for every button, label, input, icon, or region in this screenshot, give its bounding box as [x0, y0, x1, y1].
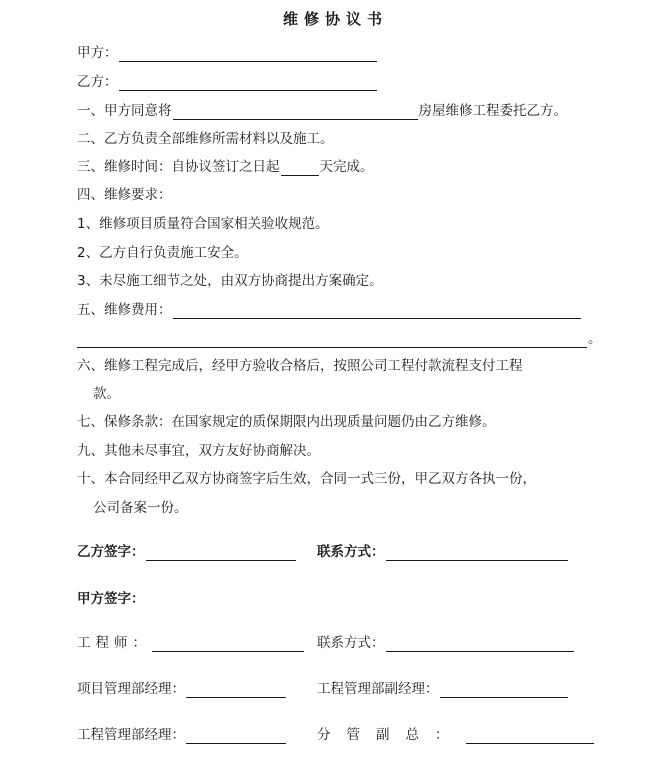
- clause-6-line-1: 六、维修工程完成后，经甲方验收合格后，按照公司工程付款流程支付工程: [77, 358, 523, 374]
- requirement-3: 3、未尽施工细节之处，由双方协商提出方案确定。: [77, 273, 383, 289]
- requirement-2: 2、乙方自行负责施工安全。: [77, 245, 248, 261]
- document-title: 维修协议书: [282, 10, 388, 28]
- eng-manager-row: [77, 726, 287, 744]
- vp-label: 分管副总：: [317, 727, 465, 743]
- clause-5-label: 五、维修费用：: [77, 302, 172, 318]
- project-manager-label: 项目管理部经理：: [77, 681, 185, 697]
- clause-2: 二、乙方负责全部维修所需材料以及施工。: [77, 131, 334, 147]
- clause-4: 四、维修要求：: [77, 187, 172, 203]
- party-b-row: [77, 73, 378, 91]
- requirement-1: 1、维修项目质量符合国家相关验收规范。: [77, 216, 329, 232]
- clause-5-continued: [77, 330, 602, 348]
- engineer-blank[interactable]: [152, 636, 304, 652]
- clause-7: 七、保修条款：在国家规定的质保期限内出现质量问题仍由乙方维修。: [77, 414, 496, 430]
- clause-1-suffix: 房屋维修工程委托乙方。: [418, 103, 567, 119]
- clause-3-suffix: 天完成。: [319, 159, 374, 175]
- party-a-label: 甲方：: [77, 45, 118, 61]
- fee-period: 。: [588, 331, 602, 347]
- project-manager-row: [77, 680, 287, 698]
- clause-9: 九、其他未尽事宜，双方友好协商解决。: [77, 443, 320, 459]
- days-blank[interactable]: [281, 160, 319, 176]
- vp-blank[interactable]: [466, 728, 594, 744]
- engineer-contact-row: [317, 634, 575, 652]
- party-a-signature-label: 甲方签字：: [77, 591, 145, 607]
- clause-3-prefix: 三、维修时间：自协议签订之日起: [77, 159, 280, 175]
- clause-1-prefix: 一、甲方同意将: [77, 103, 172, 119]
- fee-blank-1[interactable]: [173, 303, 581, 319]
- party-b-label: 乙方：: [77, 74, 118, 90]
- property-blank[interactable]: [173, 104, 418, 120]
- clause-10-line-2: 公司备案一份。: [93, 500, 188, 516]
- deputy-manager-row: [317, 680, 569, 698]
- party-b-contact-label: 联系方式：: [317, 544, 385, 560]
- party-b-contact-blank[interactable]: [386, 545, 568, 561]
- engineer-contact-blank[interactable]: [386, 636, 574, 652]
- clause-3: [77, 158, 374, 176]
- deputy-manager-label: 工程管理部副经理：: [317, 681, 439, 697]
- engineer-row: [77, 634, 305, 652]
- eng-manager-blank[interactable]: [186, 728, 286, 744]
- fee-blank-2[interactable]: [77, 332, 587, 348]
- clause-1: [77, 102, 567, 120]
- party-b-signature-label: 乙方签字：: [77, 544, 145, 560]
- party-b-contact-row: [317, 543, 569, 561]
- project-manager-blank[interactable]: [186, 682, 286, 698]
- party-b-signature-row: [77, 543, 297, 561]
- engineer-contact-label: 联系方式：: [317, 635, 385, 651]
- clause-10-line-1: 十、本合同经甲乙双方协商签字后生效，合同一式三份，甲乙双方各执一份，: [77, 471, 536, 487]
- party-a-blank[interactable]: [119, 46, 377, 62]
- clause-6-line-2: 款。: [93, 386, 120, 402]
- party-b-blank[interactable]: [119, 75, 377, 91]
- clause-5: [77, 301, 582, 319]
- deputy-manager-blank[interactable]: [440, 682, 568, 698]
- vp-row: [317, 726, 595, 744]
- party-b-signature-blank[interactable]: [146, 545, 296, 561]
- eng-manager-label: 工程管理部经理：: [77, 727, 185, 743]
- engineer-label: 工程师：: [77, 635, 151, 651]
- party-a-row: [77, 44, 378, 62]
